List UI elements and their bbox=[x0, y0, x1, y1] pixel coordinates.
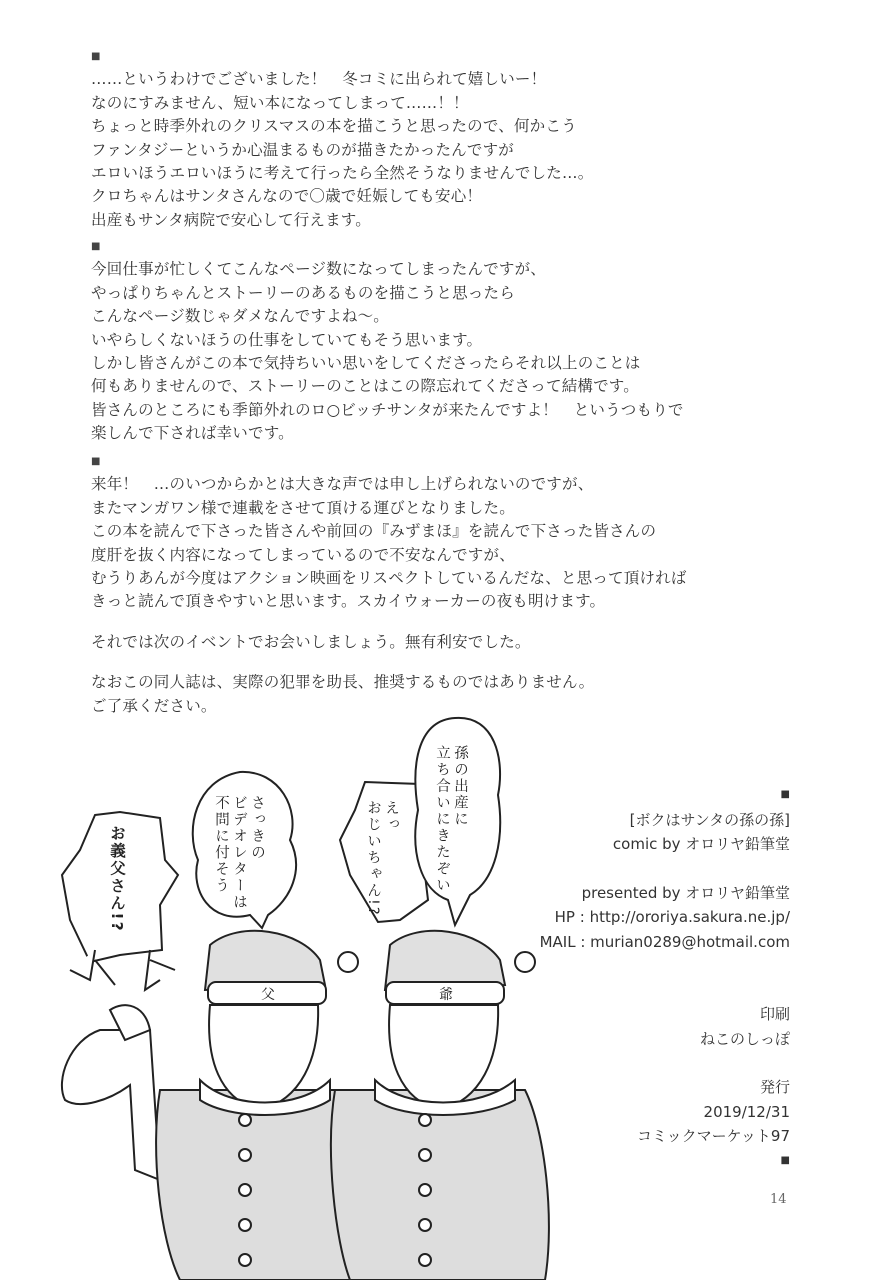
publish-date: 2019/12/31 bbox=[703, 1102, 790, 1121]
publish-label: 発行 bbox=[759, 1078, 790, 1096]
bubble-line: さっきの bbox=[249, 795, 265, 861]
hat-label-grandfather: 爺 bbox=[439, 987, 453, 1003]
text-line: ファンタジーというか心温まるものが描きたかったんですが bbox=[91, 140, 514, 159]
disclaimer-line: ご了承ください。 bbox=[91, 696, 217, 715]
bubble-line: えっ bbox=[383, 800, 399, 833]
printer-name: ねこのしっぽ bbox=[699, 1029, 790, 1048]
bubble-text-child bbox=[364, 800, 400, 917]
bubble-line: 孫の出産に bbox=[452, 745, 468, 828]
bubble-text-father bbox=[212, 795, 266, 935]
text-line: こんなページ数じゃダメなんですよね～。 bbox=[91, 307, 389, 326]
bubble-text-grandfather bbox=[433, 745, 469, 894]
text-line: この本を読んで下さった皆さんや前回の『みずまほ』を読んで下さった皆さんの bbox=[91, 522, 657, 541]
santa-grandfather bbox=[331, 931, 549, 1280]
text-line: いやらしくないほうの仕事をしていてもそう思います。 bbox=[91, 330, 483, 349]
text-line: またマンガワン様で連載をさせて頂ける運びとなりました。 bbox=[91, 498, 515, 517]
book-title: [ボクはサンタの孫の孫] bbox=[629, 810, 790, 829]
bubble-line: 不問に付そう bbox=[213, 795, 229, 894]
publish-event: コミックマーケット97 bbox=[636, 1127, 790, 1145]
section-marker: ■ bbox=[780, 789, 790, 800]
afterword-paragraph-1 bbox=[91, 45, 593, 232]
text-line: むうりあんが今度はアクション映画をリスペクトしているんだな、と思って頂ければ bbox=[91, 569, 687, 588]
text-line: エロいほうエロいほうに考えて行ったら全然そうなりませんでした…。 bbox=[91, 164, 594, 183]
homepage-link[interactable]: HP : http://ororiya.sakura.ne.jp/ bbox=[554, 908, 790, 926]
text-line: やっぱりちゃんとストーリーのあるものを描こうと思ったら bbox=[91, 283, 515, 302]
comic-by: comic by オロリヤ鉛筆堂 bbox=[612, 835, 790, 853]
text-line: 今回仕事が忙しくてこんなページ数になってしまったんですが、 bbox=[91, 260, 546, 279]
text-line: 楽しんで下されば幸いです。 bbox=[91, 424, 294, 443]
section-marker: ■ bbox=[91, 456, 101, 467]
text-line: クロちゃんはサンタさんなので〇歳で妊娠しても安心！ bbox=[91, 187, 483, 206]
text-line: ……というわけでございました！ 冬コミに出られて嬉しいー！ bbox=[91, 70, 547, 89]
page-number: 14 bbox=[770, 1192, 787, 1207]
text-line: 皆さんのところにも季節外れのロ○ビッチサンタが来たんですよ！ というつもりで bbox=[91, 400, 684, 419]
text-line: 何もありませんので、ストーリーのことはこの際忘れてくださって結構です。 bbox=[91, 377, 639, 396]
section-marker: ■ bbox=[91, 51, 101, 62]
mail-address[interactable]: MAIL : murian0289@hotmail.com bbox=[539, 932, 790, 951]
text-line: 度肝を抜く内容になってしまっているので不安なんですが、 bbox=[91, 545, 515, 564]
presented-by: presented by オロリヤ鉛筆堂 bbox=[581, 883, 790, 902]
colophon bbox=[540, 783, 790, 1173]
bubble-line: おじいちゃん!? bbox=[365, 800, 381, 917]
disclaimer-line: なおこの同人誌は、実際の犯罪を助長、推奨するものではありません。 bbox=[91, 673, 595, 692]
text-line: しかし皆さんがこの本で気持ちいい思いをしてくださったらそれ以上のことは bbox=[91, 354, 641, 373]
hat-label-father: 父 bbox=[261, 987, 275, 1003]
text-line: きっと読んで頂きやすいと思います。スカイウォーカーの夜も明けます。 bbox=[91, 592, 606, 611]
afterword-paragraph-3 bbox=[91, 450, 687, 718]
section-marker: ■ bbox=[91, 241, 101, 252]
closing-line: それでは次のイベントでお会いしましょう。無有利安でした。 bbox=[91, 632, 531, 651]
bubble-line: 立ち合いにきたぞい bbox=[434, 745, 450, 894]
bubble-text-son-in-law: お義父さん!? bbox=[108, 825, 126, 933]
text-line: 出産もサンタ病院で安心して行えます。 bbox=[91, 210, 371, 229]
section-marker: ■ bbox=[780, 1154, 790, 1166]
santa-illustration bbox=[0, 700, 560, 1280]
text-line: 来年！ …のいつからかとは大きな声では申し上げられないのですが、 bbox=[91, 475, 594, 494]
text-line: ちょっと時季外れのクリスマスの本を描こうと思ったので、何かこう bbox=[91, 117, 577, 136]
printing-label: 印刷 bbox=[759, 1005, 790, 1023]
bubble-line: ビデオレターは bbox=[231, 795, 247, 911]
afterword-paragraph-2 bbox=[91, 235, 684, 446]
text-line: なのにすみません、短い本になってしまって……！！ bbox=[91, 93, 469, 112]
